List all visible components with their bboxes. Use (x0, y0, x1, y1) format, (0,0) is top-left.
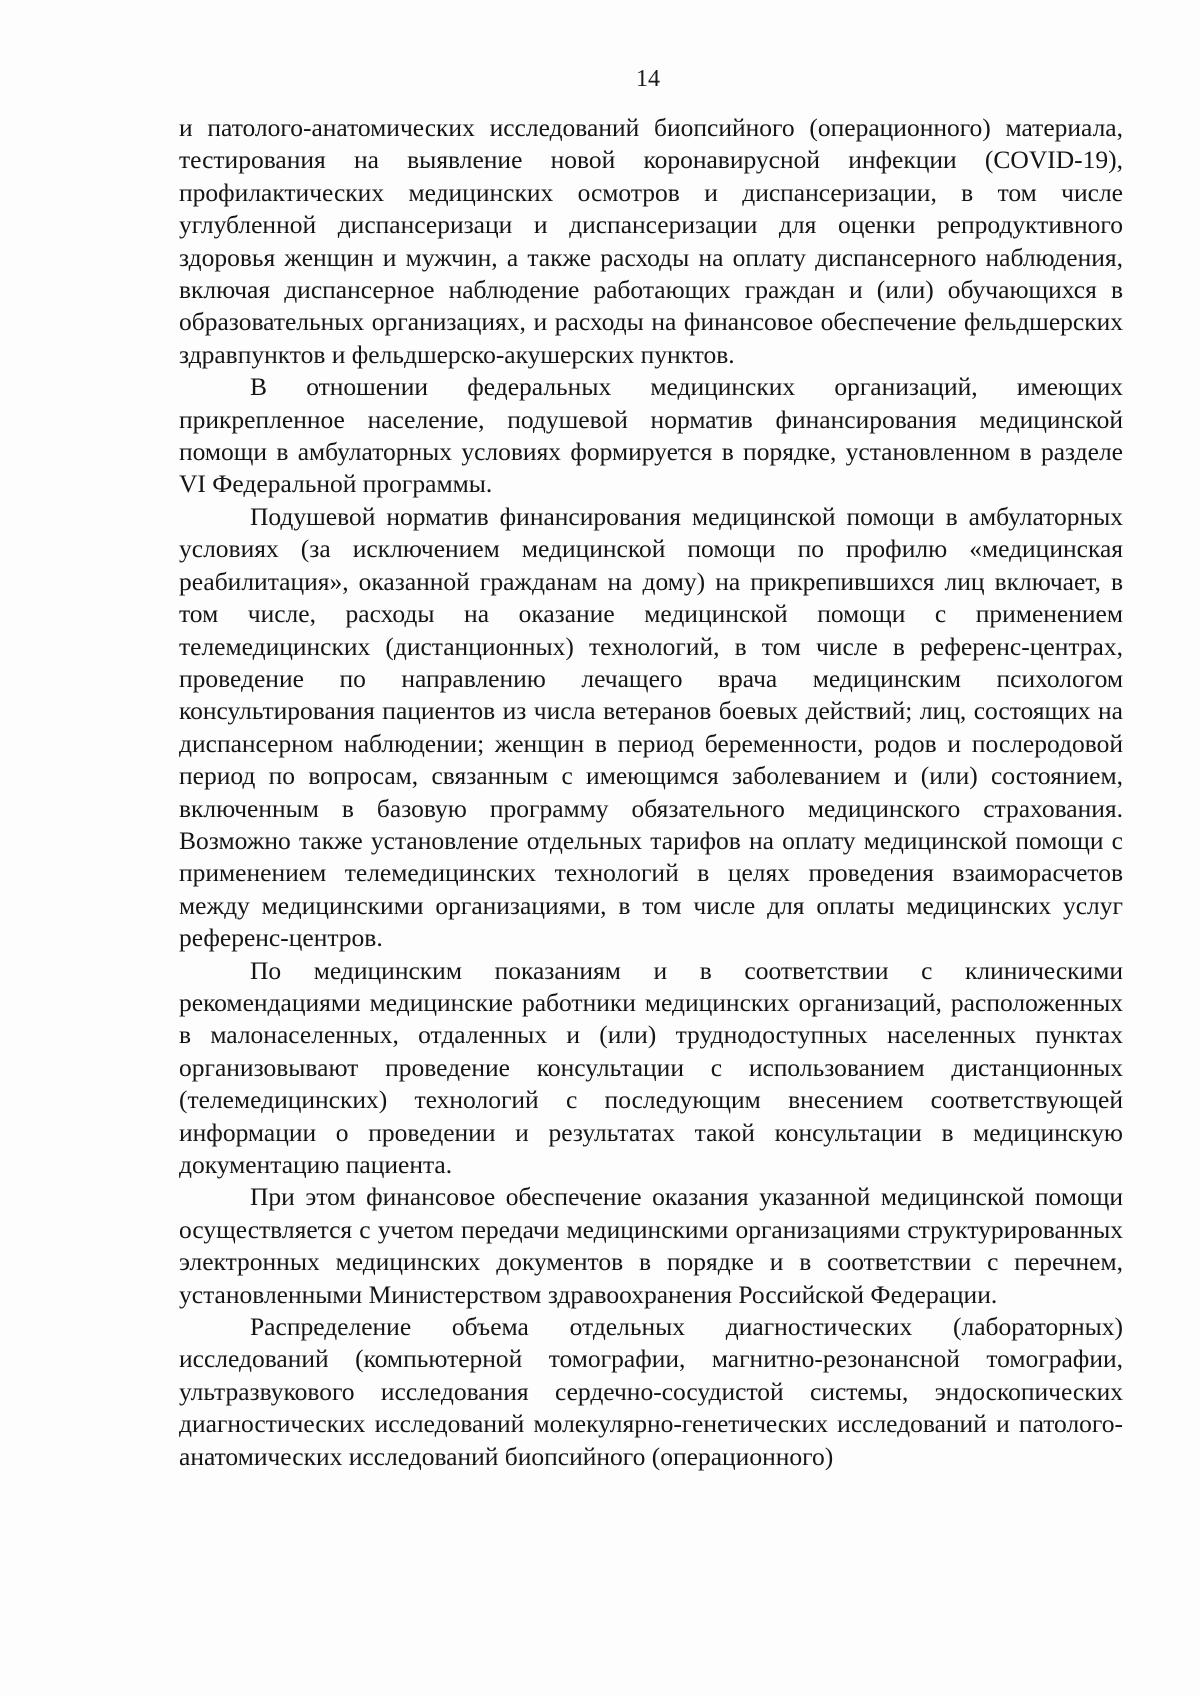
page-number: 14 (636, 66, 660, 92)
paragraph-per-capita-standard: Подушевой норматив финансирования медицинской помощи в амбулаторных условиях (за исключением медицинской помощи по профилю «медицинская реабилитация», оказанной гражданам на дому) на прикрепившихся лиц включает, в том числе, расходы на оказание медицинской помощи с применением телемедицинских (дистанционных) технологий, в том числе в референс-центрах, проведение по направлению лечащего врача медицинским психологом консультирования пациентов из числа ветеранов боевых действий; лиц, состоящих на диспансерном наблюдении; женщин в период беременности, родов и послеродовой период по вопросам, связанным с имеющимся заболеванием и (или) состоянием, включенным в базовую программу обязательного медицинского страхования. Возможно также установление отдельных тарифов на оплату медицинской помощи с применением телемедицинских технологий в целях проведения взаиморасчетов между медицинскими организациями, в том числе для оплаты медицинских услуг референс-центров. (179, 501, 1123, 953)
paragraph-1-continuation: и патолого-анатомических исследований биопсийного (операционного) материала, тестирования на выявление новой коронавирусной инфекции (COVID-19), профилактических медицинских осмотров и диспансеризации, в том числе углубленной диспансеризаци и диспансеризации для оценки репродуктивного здоровья женщин и мужчин, а также расходы на оплату диспансерного наблюдения, включая диспансерное наблюдение работающих граждан и (или) обучающихся в образовательных организациях, и расходы на финансовое обеспечение фельдшерских здравпунктов и фельдшерско-акушерских пунктов. (179, 113, 1123, 369)
document-body (179, 112, 1123, 1473)
paragraph-volume-distribution: Распределение объема отдельных диагностических (лабораторных) исследований (компьютерной томографии, магнитно-резонансной томографии, ультразвукового исследования сердечно-сосудистой системы, эндоскопических диагностических исследований молекулярно-генетических исследований и патолого-анатомических исследований биопсийного (операционного) (179, 1312, 1123, 1471)
paragraph-medical-indications: По медицинским показаниям и в соответствии с клиническими рекомендациями медицинские работники медицинских организаций, расположенных в малонаселенных, отдаленных и (или) труднодоступных населенных пунктах организовывают проведение консультации с использованием дистанционных (телемедицинских) технологий с последующим внесением соответствующей информации о проведении и результатах такой консультации в медицинскую документацию пациента. (179, 955, 1123, 1179)
paragraph-financial-support: При этом финансовое обеспечение оказания указанной медицинской помощи осуществляется с учетом передачи медицинскими организациями структурированных электронных медицинских документов в порядке и в соответствии с перечнем, установленными Министерством здравоохранения Российской Федерации. (179, 1182, 1123, 1309)
paragraph-federal-organizations: В отношении федеральных медицинских организаций, имеющих прикрепленное население, подушевой норматив финансирования медицинской помощи в амбулаторных условиях формируется в порядке, установленном в разделе VI Федеральной программы. (179, 372, 1123, 499)
